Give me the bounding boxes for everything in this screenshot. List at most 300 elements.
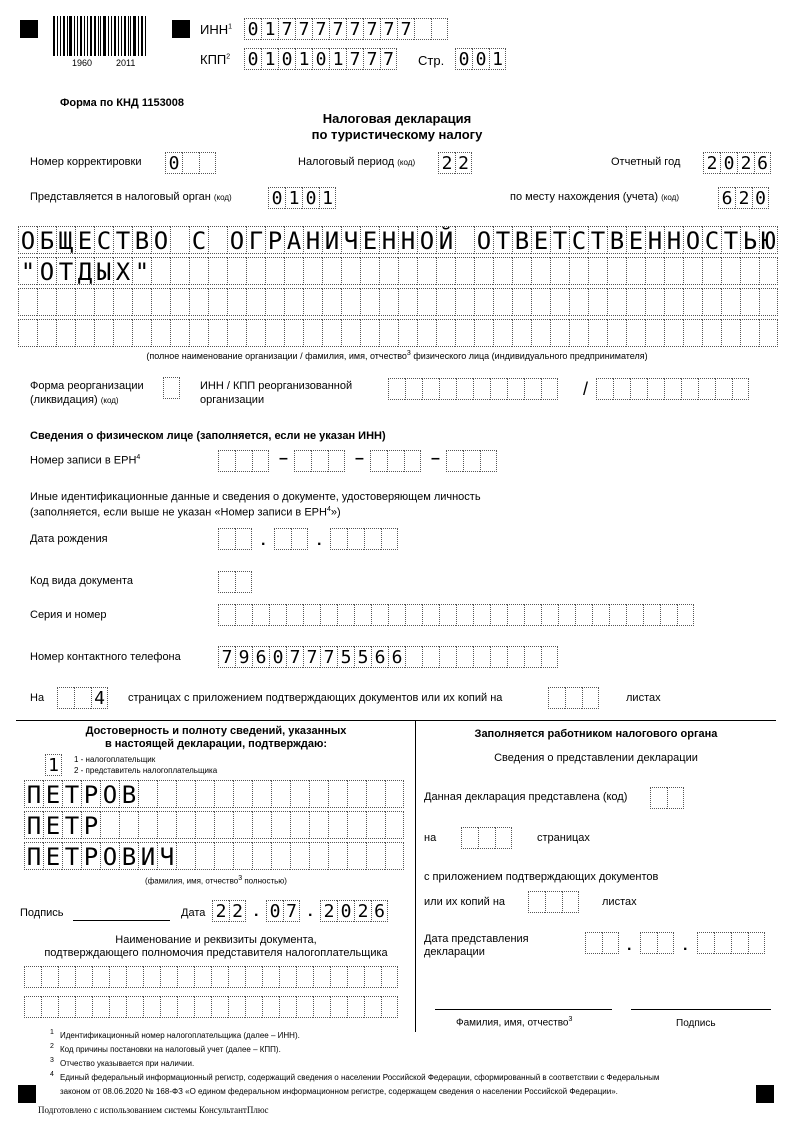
char-cell[interactable]: Т xyxy=(62,780,81,808)
char-cell[interactable]: 2 xyxy=(455,152,472,174)
char-cell[interactable] xyxy=(24,966,41,988)
char-cell[interactable]: 2 xyxy=(354,900,371,922)
char-cell[interactable] xyxy=(721,319,740,347)
char-cell[interactable]: П xyxy=(24,780,43,808)
char-cell[interactable] xyxy=(474,319,493,347)
char-cell[interactable] xyxy=(294,450,311,472)
char-cell[interactable]: 0 xyxy=(312,48,329,70)
char-cell[interactable] xyxy=(252,604,269,626)
char-cell[interactable]: Н xyxy=(645,226,664,254)
char-cell[interactable]: 7 xyxy=(283,900,300,922)
dob-month-cells[interactable] xyxy=(274,528,308,550)
char-cell[interactable] xyxy=(422,646,439,668)
char-cell[interactable] xyxy=(194,966,211,988)
char-cell[interactable]: В xyxy=(119,780,138,808)
char-cell[interactable] xyxy=(208,288,227,316)
char-cell[interactable]: Д xyxy=(75,257,94,285)
pages-count-cells[interactable] xyxy=(57,687,108,709)
char-cell[interactable] xyxy=(645,288,664,316)
signer-patronymic-cells[interactable] xyxy=(24,842,404,870)
inn-cells[interactable] xyxy=(244,18,448,40)
char-cell[interactable]: 0 xyxy=(302,187,319,209)
char-cell[interactable] xyxy=(296,966,313,988)
char-cell[interactable] xyxy=(218,528,235,550)
char-cell[interactable] xyxy=(388,604,405,626)
char-cell[interactable] xyxy=(41,966,58,988)
char-cell[interactable] xyxy=(218,604,235,626)
char-cell[interactable]: С xyxy=(189,226,208,254)
org-name-row-2[interactable] xyxy=(18,257,778,285)
char-cell[interactable] xyxy=(436,288,455,316)
char-cell[interactable] xyxy=(507,646,524,668)
char-cell[interactable] xyxy=(177,966,194,988)
char-cell[interactable] xyxy=(132,319,151,347)
char-cell[interactable] xyxy=(74,687,91,709)
char-cell[interactable]: О xyxy=(417,226,436,254)
phone-cells[interactable] xyxy=(218,646,558,668)
char-cell[interactable] xyxy=(364,528,381,550)
char-cell[interactable] xyxy=(214,842,233,870)
char-cell[interactable] xyxy=(57,687,74,709)
char-cell[interactable] xyxy=(56,288,75,316)
char-cell[interactable] xyxy=(233,780,252,808)
char-cell[interactable] xyxy=(328,811,347,839)
doc-code-cells[interactable] xyxy=(218,571,252,593)
char-cell[interactable] xyxy=(309,780,328,808)
char-cell[interactable]: С xyxy=(702,226,721,254)
reorg-inn-cells[interactable] xyxy=(388,378,558,400)
dob-year-cells[interactable] xyxy=(330,528,398,550)
char-cell[interactable] xyxy=(366,780,385,808)
char-cell[interactable]: 6 xyxy=(388,646,405,668)
char-cell[interactable] xyxy=(398,257,417,285)
char-cell[interactable] xyxy=(235,571,252,593)
char-cell[interactable] xyxy=(732,378,749,400)
char-cell[interactable] xyxy=(252,450,269,472)
char-cell[interactable] xyxy=(714,932,731,954)
char-cell[interactable] xyxy=(640,932,657,954)
char-cell[interactable]: Н xyxy=(303,226,322,254)
char-cell[interactable] xyxy=(548,687,565,709)
char-cell[interactable]: О xyxy=(18,226,37,254)
char-cell[interactable] xyxy=(303,288,322,316)
char-cell[interactable]: 0 xyxy=(455,48,472,70)
char-cell[interactable] xyxy=(385,842,404,870)
char-cell[interactable] xyxy=(271,842,290,870)
char-cell[interactable] xyxy=(545,891,562,913)
char-cell[interactable] xyxy=(100,811,119,839)
char-cell[interactable] xyxy=(92,966,109,988)
char-cell[interactable] xyxy=(455,257,474,285)
reorg-form-cells[interactable] xyxy=(163,377,180,399)
char-cell[interactable]: Е xyxy=(531,226,550,254)
char-cell[interactable] xyxy=(132,288,151,316)
char-cell[interactable] xyxy=(664,257,683,285)
char-cell[interactable]: Ь xyxy=(740,226,759,254)
char-cell[interactable] xyxy=(528,891,545,913)
char-cell[interactable] xyxy=(109,996,126,1018)
char-cell[interactable] xyxy=(740,288,759,316)
char-cell[interactable] xyxy=(360,288,379,316)
char-cell[interactable] xyxy=(474,257,493,285)
char-cell[interactable] xyxy=(439,604,456,626)
right-date-month-cells[interactable] xyxy=(640,932,674,954)
char-cell[interactable] xyxy=(550,288,569,316)
char-cell[interactable]: 1 xyxy=(329,48,346,70)
char-cell[interactable]: Т xyxy=(721,226,740,254)
char-cell[interactable]: 0 xyxy=(720,152,737,174)
char-cell[interactable]: 6 xyxy=(718,187,735,209)
char-cell[interactable] xyxy=(414,18,431,40)
signer-type-cell[interactable] xyxy=(45,754,62,776)
char-cell[interactable]: О xyxy=(100,780,119,808)
char-cell[interactable] xyxy=(759,319,778,347)
char-cell[interactable] xyxy=(731,932,748,954)
char-cell[interactable]: Б xyxy=(37,226,56,254)
char-cell[interactable] xyxy=(252,780,271,808)
char-cell[interactable] xyxy=(740,319,759,347)
char-cell[interactable] xyxy=(759,288,778,316)
char-cell[interactable] xyxy=(176,842,195,870)
char-cell[interactable] xyxy=(512,257,531,285)
char-cell[interactable]: Р xyxy=(81,811,100,839)
char-cell[interactable] xyxy=(195,780,214,808)
char-cell[interactable]: 1 xyxy=(319,187,336,209)
char-cell[interactable] xyxy=(262,966,279,988)
char-cell[interactable] xyxy=(309,811,328,839)
char-cell[interactable] xyxy=(252,811,271,839)
char-cell[interactable] xyxy=(245,996,262,1018)
char-cell[interactable] xyxy=(626,604,643,626)
char-cell[interactable]: В xyxy=(132,226,151,254)
char-cell[interactable] xyxy=(562,891,579,913)
char-cell[interactable] xyxy=(626,257,645,285)
char-cell[interactable]: 0 xyxy=(266,900,283,922)
char-cell[interactable]: 2 xyxy=(229,900,246,922)
char-cell[interactable] xyxy=(405,604,422,626)
char-cell[interactable] xyxy=(58,996,75,1018)
char-cell[interactable]: В xyxy=(512,226,531,254)
char-cell[interactable] xyxy=(404,450,421,472)
char-cell[interactable] xyxy=(381,996,398,1018)
char-cell[interactable] xyxy=(398,319,417,347)
char-cell[interactable] xyxy=(366,842,385,870)
char-cell[interactable] xyxy=(664,319,683,347)
period-cells[interactable] xyxy=(438,152,472,174)
erm-cells-1[interactable] xyxy=(218,450,269,472)
char-cell[interactable] xyxy=(715,378,732,400)
char-cell[interactable] xyxy=(364,966,381,988)
char-cell[interactable] xyxy=(721,257,740,285)
char-cell[interactable]: Р xyxy=(265,226,284,254)
char-cell[interactable] xyxy=(157,811,176,839)
char-cell[interactable] xyxy=(189,257,208,285)
char-cell[interactable] xyxy=(195,842,214,870)
char-cell[interactable] xyxy=(683,319,702,347)
char-cell[interactable]: 0 xyxy=(472,48,489,70)
char-cell[interactable] xyxy=(328,842,347,870)
char-cell[interactable] xyxy=(463,450,480,472)
char-cell[interactable] xyxy=(490,646,507,668)
char-cell[interactable] xyxy=(436,257,455,285)
char-cell[interactable] xyxy=(512,319,531,347)
char-cell[interactable] xyxy=(75,996,92,1018)
char-cell[interactable] xyxy=(455,226,474,254)
char-cell[interactable]: Т xyxy=(493,226,512,254)
char-cell[interactable] xyxy=(385,780,404,808)
char-cell[interactable] xyxy=(456,604,473,626)
char-cell[interactable] xyxy=(405,378,422,400)
char-cell[interactable] xyxy=(480,450,497,472)
char-cell[interactable] xyxy=(379,288,398,316)
char-cell[interactable] xyxy=(290,842,309,870)
char-cell[interactable]: 7 xyxy=(303,646,320,668)
char-cell[interactable]: В xyxy=(607,226,626,254)
char-cell[interactable] xyxy=(265,257,284,285)
char-cell[interactable]: Е xyxy=(43,811,62,839)
char-cell[interactable] xyxy=(228,966,245,988)
char-cell[interactable]: 0 xyxy=(269,646,286,668)
correction-cells[interactable] xyxy=(165,152,216,174)
char-cell[interactable] xyxy=(208,319,227,347)
dob-day-cells[interactable] xyxy=(218,528,252,550)
char-cell[interactable] xyxy=(455,319,474,347)
char-cell[interactable] xyxy=(677,604,694,626)
char-cell[interactable] xyxy=(585,932,602,954)
char-cell[interactable] xyxy=(647,378,664,400)
char-cell[interactable] xyxy=(461,827,478,849)
sign-date-month-cells[interactable] xyxy=(266,900,300,922)
sign-date-day-cells[interactable] xyxy=(212,900,246,922)
char-cell[interactable] xyxy=(274,528,291,550)
char-cell[interactable] xyxy=(748,932,765,954)
char-cell[interactable]: Т xyxy=(62,842,81,870)
char-cell[interactable]: Ы xyxy=(94,257,113,285)
char-cell[interactable]: П xyxy=(24,811,43,839)
char-cell[interactable] xyxy=(311,450,328,472)
org-name-row-1[interactable] xyxy=(18,226,778,254)
char-cell[interactable] xyxy=(265,288,284,316)
char-cell[interactable]: " xyxy=(132,257,151,285)
char-cell[interactable]: В xyxy=(119,842,138,870)
char-cell[interactable]: 7 xyxy=(363,48,380,70)
char-cell[interactable] xyxy=(630,378,647,400)
char-cell[interactable]: 0 xyxy=(278,48,295,70)
authority-doc-row-1[interactable] xyxy=(24,966,398,988)
sign-line[interactable] xyxy=(73,920,170,921)
char-cell[interactable] xyxy=(290,811,309,839)
char-cell[interactable] xyxy=(626,319,645,347)
char-cell[interactable]: 0 xyxy=(244,18,261,40)
char-cell[interactable] xyxy=(702,288,721,316)
char-cell[interactable] xyxy=(233,842,252,870)
char-cell[interactable]: 7 xyxy=(346,18,363,40)
place-cells[interactable] xyxy=(718,187,769,209)
char-cell[interactable] xyxy=(490,604,507,626)
char-cell[interactable] xyxy=(507,604,524,626)
char-cell[interactable] xyxy=(422,604,439,626)
char-cell[interactable] xyxy=(456,646,473,668)
char-cell[interactable]: Н xyxy=(664,226,683,254)
char-cell[interactable] xyxy=(473,646,490,668)
char-cell[interactable]: Е xyxy=(360,226,379,254)
right-date-day-cells[interactable] xyxy=(585,932,619,954)
char-cell[interactable] xyxy=(531,257,550,285)
char-cell[interactable] xyxy=(75,319,94,347)
char-cell[interactable] xyxy=(446,450,463,472)
char-cell[interactable] xyxy=(189,319,208,347)
char-cell[interactable] xyxy=(387,450,404,472)
sign-date-year-cells[interactable] xyxy=(320,900,388,922)
char-cell[interactable] xyxy=(119,811,138,839)
char-cell[interactable]: Ч xyxy=(341,226,360,254)
char-cell[interactable]: 6 xyxy=(371,646,388,668)
char-cell[interactable]: 2 xyxy=(735,187,752,209)
char-cell[interactable] xyxy=(151,319,170,347)
char-cell[interactable] xyxy=(246,288,265,316)
char-cell[interactable]: 9 xyxy=(235,646,252,668)
char-cell[interactable] xyxy=(170,257,189,285)
char-cell[interactable] xyxy=(109,966,126,988)
char-cell[interactable]: Ч xyxy=(157,842,176,870)
char-cell[interactable] xyxy=(75,288,94,316)
char-cell[interactable] xyxy=(455,288,474,316)
char-cell[interactable] xyxy=(18,319,37,347)
char-cell[interactable] xyxy=(322,319,341,347)
char-cell[interactable] xyxy=(160,996,177,1018)
char-cell[interactable]: 7 xyxy=(346,48,363,70)
char-cell[interactable] xyxy=(138,811,157,839)
char-cell[interactable] xyxy=(271,780,290,808)
char-cell[interactable] xyxy=(347,966,364,988)
right-sign-line[interactable] xyxy=(631,1009,771,1010)
char-cell[interactable] xyxy=(473,378,490,400)
char-cell[interactable]: 1 xyxy=(261,48,278,70)
char-cell[interactable] xyxy=(56,319,75,347)
char-cell[interactable] xyxy=(41,996,58,1018)
char-cell[interactable] xyxy=(456,378,473,400)
char-cell[interactable] xyxy=(330,528,347,550)
char-cell[interactable] xyxy=(626,288,645,316)
char-cell[interactable] xyxy=(58,966,75,988)
char-cell[interactable]: О xyxy=(100,842,119,870)
char-cell[interactable]: 7 xyxy=(320,646,337,668)
char-cell[interactable] xyxy=(322,257,341,285)
char-cell[interactable]: 7 xyxy=(380,48,397,70)
char-cell[interactable] xyxy=(328,450,345,472)
char-cell[interactable] xyxy=(588,288,607,316)
char-cell[interactable] xyxy=(702,319,721,347)
char-cell[interactable] xyxy=(379,319,398,347)
char-cell[interactable]: 7 xyxy=(278,18,295,40)
char-cell[interactable] xyxy=(271,811,290,839)
char-cell[interactable]: 1 xyxy=(45,754,62,776)
kpp-cells[interactable] xyxy=(244,48,397,70)
char-cell[interactable]: 0 xyxy=(268,187,285,209)
erm-cells-2[interactable] xyxy=(294,450,345,472)
char-cell[interactable] xyxy=(592,604,609,626)
char-cell[interactable] xyxy=(341,257,360,285)
char-cell[interactable] xyxy=(550,319,569,347)
char-cell[interactable] xyxy=(208,226,227,254)
char-cell[interactable] xyxy=(607,319,626,347)
char-cell[interactable] xyxy=(575,604,592,626)
char-cell[interactable] xyxy=(24,996,41,1018)
char-cell[interactable] xyxy=(493,288,512,316)
char-cell[interactable] xyxy=(170,226,189,254)
char-cell[interactable] xyxy=(227,319,246,347)
year-cells[interactable] xyxy=(703,152,771,174)
char-cell[interactable] xyxy=(381,528,398,550)
char-cell[interactable] xyxy=(170,288,189,316)
char-cell[interactable] xyxy=(235,450,252,472)
char-cell[interactable] xyxy=(439,378,456,400)
char-cell[interactable] xyxy=(322,288,341,316)
char-cell[interactable] xyxy=(643,604,660,626)
char-cell[interactable] xyxy=(337,604,354,626)
char-cell[interactable] xyxy=(126,996,143,1018)
char-cell[interactable] xyxy=(431,18,448,40)
char-cell[interactable] xyxy=(246,319,265,347)
char-cell[interactable] xyxy=(341,319,360,347)
sheets-count-cells[interactable] xyxy=(548,687,599,709)
char-cell[interactable] xyxy=(495,827,512,849)
char-cell[interactable] xyxy=(214,811,233,839)
char-cell[interactable] xyxy=(313,996,330,1018)
char-cell[interactable] xyxy=(279,966,296,988)
char-cell[interactable] xyxy=(550,257,569,285)
char-cell[interactable] xyxy=(602,932,619,954)
erm-cells-4[interactable] xyxy=(446,450,497,472)
char-cell[interactable] xyxy=(379,257,398,285)
char-cell[interactable] xyxy=(657,932,674,954)
char-cell[interactable]: Т xyxy=(550,226,569,254)
char-cell[interactable] xyxy=(473,604,490,626)
char-cell[interactable] xyxy=(138,780,157,808)
char-cell[interactable] xyxy=(227,288,246,316)
char-cell[interactable]: О xyxy=(227,226,246,254)
char-cell[interactable]: 1 xyxy=(489,48,506,70)
char-cell[interactable] xyxy=(490,378,507,400)
char-cell[interactable] xyxy=(143,996,160,1018)
char-cell[interactable] xyxy=(37,288,56,316)
char-cell[interactable]: Н xyxy=(379,226,398,254)
char-cell[interactable] xyxy=(558,604,575,626)
char-cell[interactable] xyxy=(683,257,702,285)
char-cell[interactable] xyxy=(354,604,371,626)
org-name-row-4[interactable] xyxy=(18,319,778,347)
signer-surname-cells[interactable] xyxy=(24,780,404,808)
char-cell[interactable] xyxy=(759,257,778,285)
char-cell[interactable] xyxy=(194,996,211,1018)
char-cell[interactable] xyxy=(569,257,588,285)
char-cell[interactable] xyxy=(417,288,436,316)
char-cell[interactable] xyxy=(645,319,664,347)
char-cell[interactable] xyxy=(366,811,385,839)
char-cell[interactable]: И xyxy=(322,226,341,254)
char-cell[interactable] xyxy=(227,257,246,285)
char-cell[interactable]: 6 xyxy=(371,900,388,922)
char-cell[interactable] xyxy=(143,966,160,988)
char-cell[interactable] xyxy=(417,257,436,285)
char-cell[interactable] xyxy=(182,152,199,174)
char-cell[interactable] xyxy=(607,288,626,316)
char-cell[interactable] xyxy=(199,152,216,174)
char-cell[interactable]: О xyxy=(151,226,170,254)
char-cell[interactable]: Р xyxy=(81,842,100,870)
char-cell[interactable] xyxy=(405,646,422,668)
char-cell[interactable] xyxy=(303,604,320,626)
